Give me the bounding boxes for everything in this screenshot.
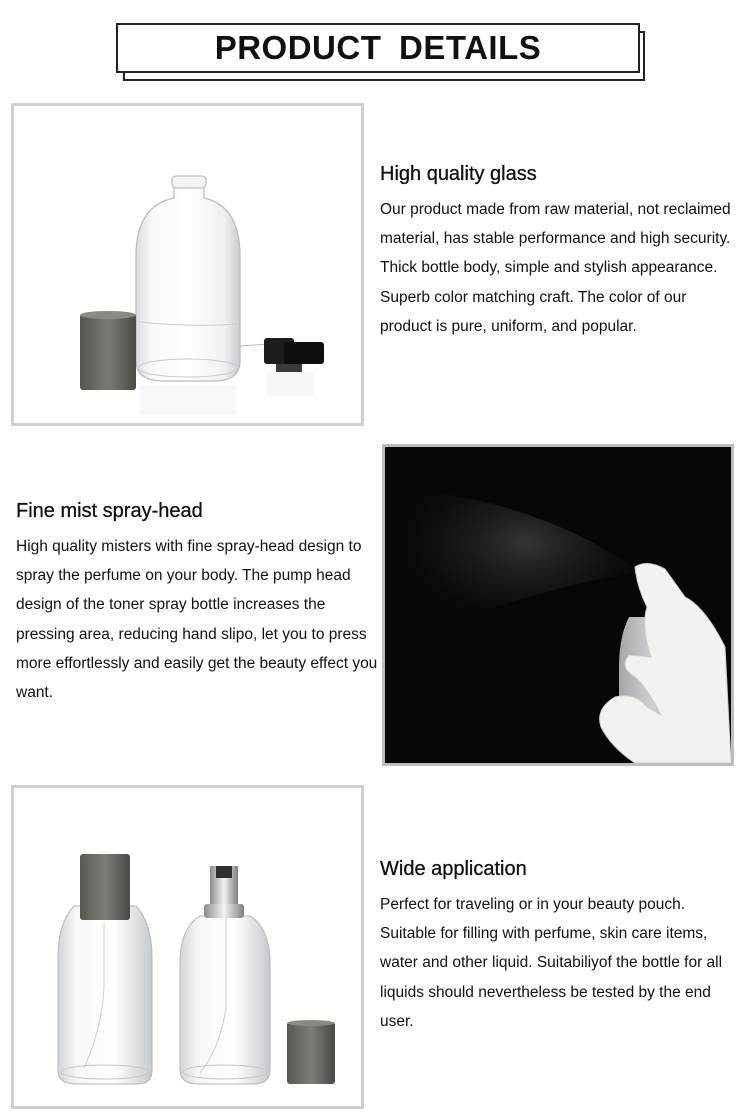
section-spray (16, 500, 380, 707)
section-heading: Fine mist spray-head (16, 500, 203, 522)
section-body: High quality misters with fine spray-head design to spray the perfume on your body. The pump head design of the toner spray bottle increases the pressing area, reducing hand slipo, let you to press more effortlessly and easily get the beauty effect you want. (16, 538, 378, 702)
section-body: Perfect for traveling or in your beauty pouch. Suitable for filling with perfume, skin care items, water and other liquid. Suitabiliyof the bottle for all liquids should nevertheless be tested by the end user. (380, 896, 723, 1030)
title-banner (116, 23, 640, 73)
two-bottles-image (11, 785, 364, 1109)
section-body: Our product made from raw material, not reclaimed material, has stable performance and high security. Thick bottle body, simple and stylish appearance. Superb color matching craft. The color of our product is pure, uniform, and popular. (380, 201, 731, 335)
section-glass (380, 163, 742, 341)
glass-bottle-image (11, 103, 364, 426)
section-heading: Wide application (380, 858, 527, 880)
section-heading: High quality glass (380, 163, 537, 185)
page-title: PRODUCT DETAILS (214, 29, 542, 66)
mist-spray-image (382, 444, 734, 766)
section-application (380, 858, 742, 1036)
